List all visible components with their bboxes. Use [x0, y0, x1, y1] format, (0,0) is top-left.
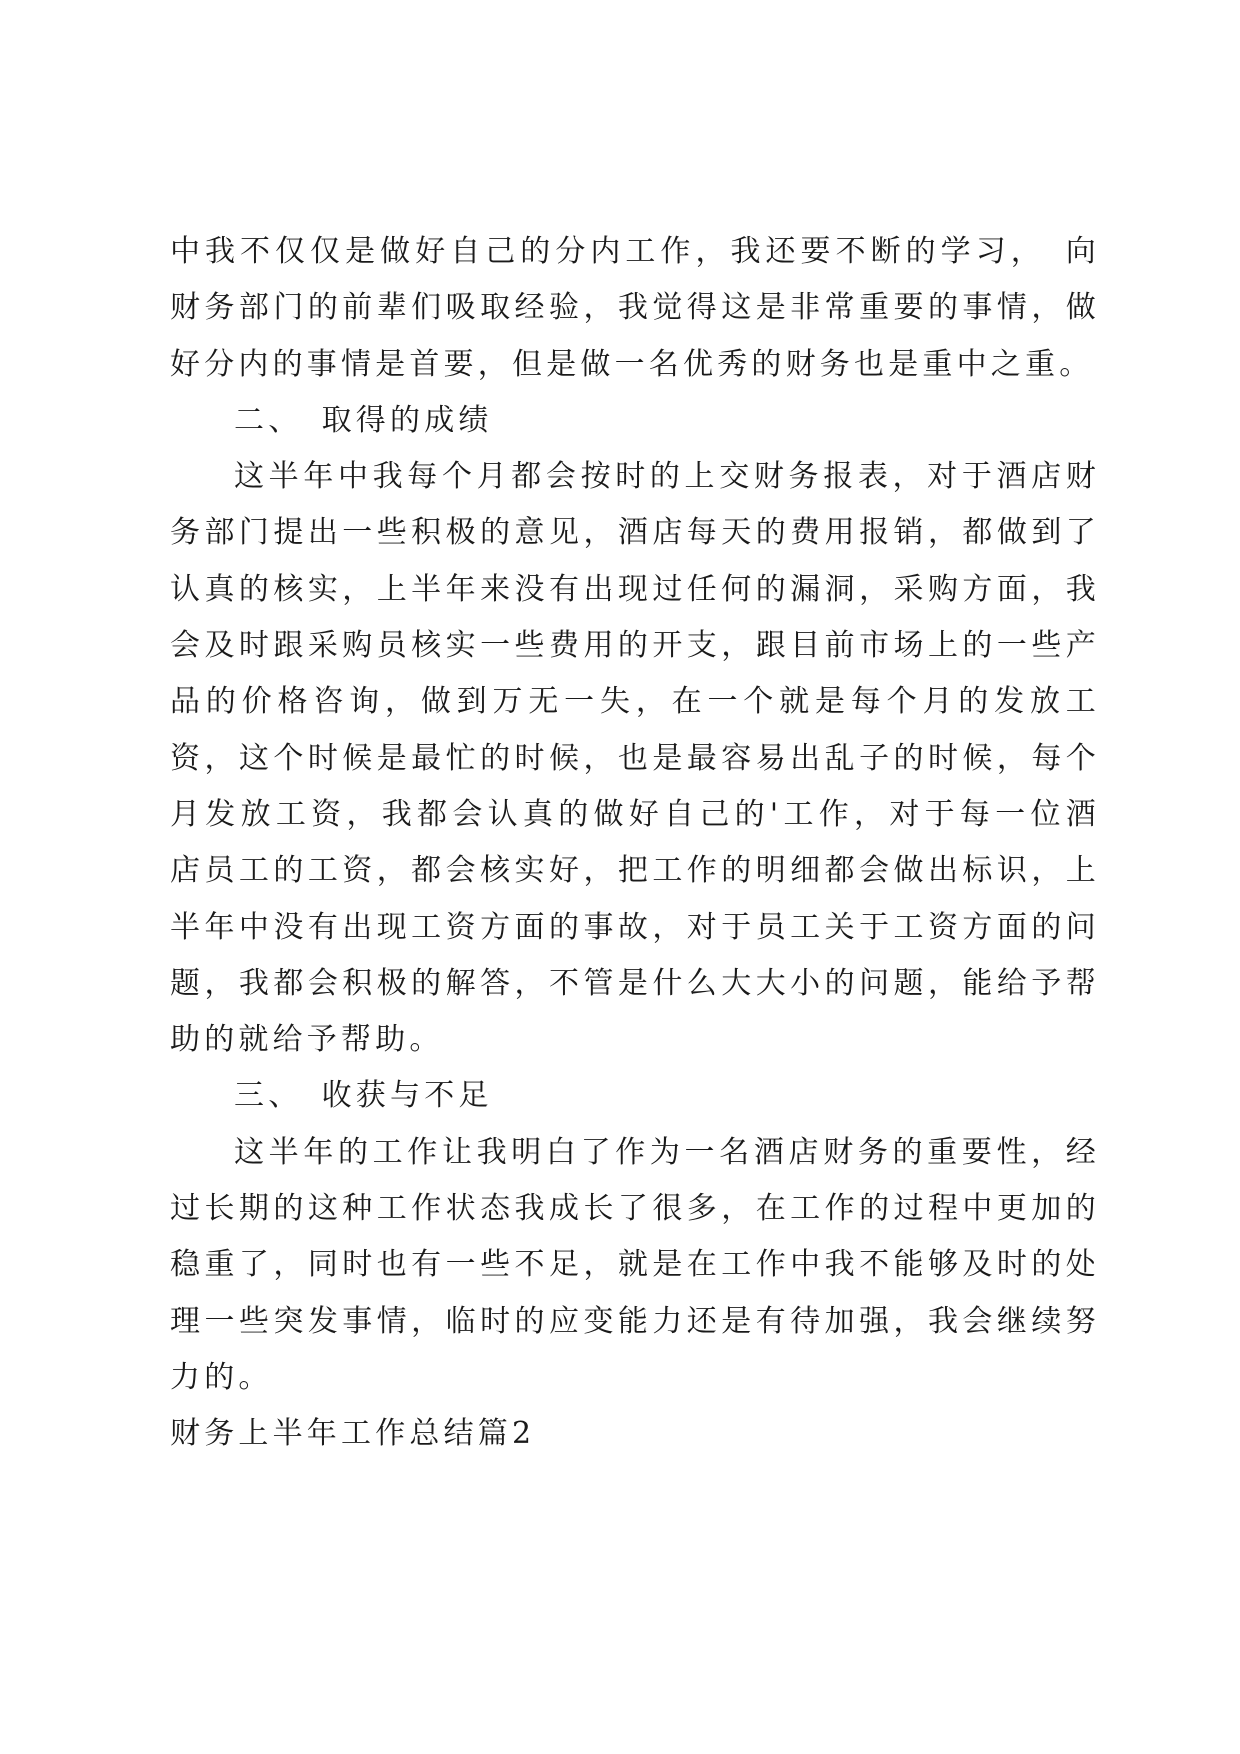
document-body [170, 224, 1100, 1463]
section-heading-achievements: 二、 取得的成绩 [234, 402, 493, 438]
next-article-title: 财务上半年工作总结篇2 [170, 1416, 536, 1452]
paragraph-gains: 这半年的工作让我明白了作为一名酒店财务的重要性，经过长期的这种工作状态我成长了很多，在工作的过程中更加的稳重了，同时也有一些不足，就是在工作中我不能够及时的处理一些突发事情，临时的应变能力还是有待加强，我会继续努力的。 [170, 1134, 1100, 1395]
paragraph-achievements: 这半年中我每个月都会按时的上交财务报表，对于酒店财务部门提出一些积极的意见，酒店每天的费用报销，都做到了认真的核实，上半年来没有出现过任何的漏洞，采购方面，我会及时跟采购员核实一些费用的开支，跟目前市场上的一些产品的价格咨询，做到万无一失，在一个就是每个月的发放工资，这个时候是最忙的时候，也是最容易出乱子的时候，每个月发放工资，我都会认真的做好自己的'工作，对于每一位酒店员工的工资，都会核实好，把工作的明细都会做出标识，上半年中没有出现工资方面的事故，对于员工关于工资方面的问题，我都会积极的解答，不管是什么大大小的问题，能给予帮助的就给予帮助。 [170, 459, 1100, 1058]
section-heading-gains: 三、 收获与不足 [234, 1078, 493, 1114]
paragraph-continued: 中我不仅仅是做好自己的分内工作，我还要不断的学习， 向财务部门的前辈们吸取经验，我觉得这是非常重要的事情，做好分内的事情是首要，但是做一名优秀的财务也是重中之重。 [170, 234, 1100, 382]
